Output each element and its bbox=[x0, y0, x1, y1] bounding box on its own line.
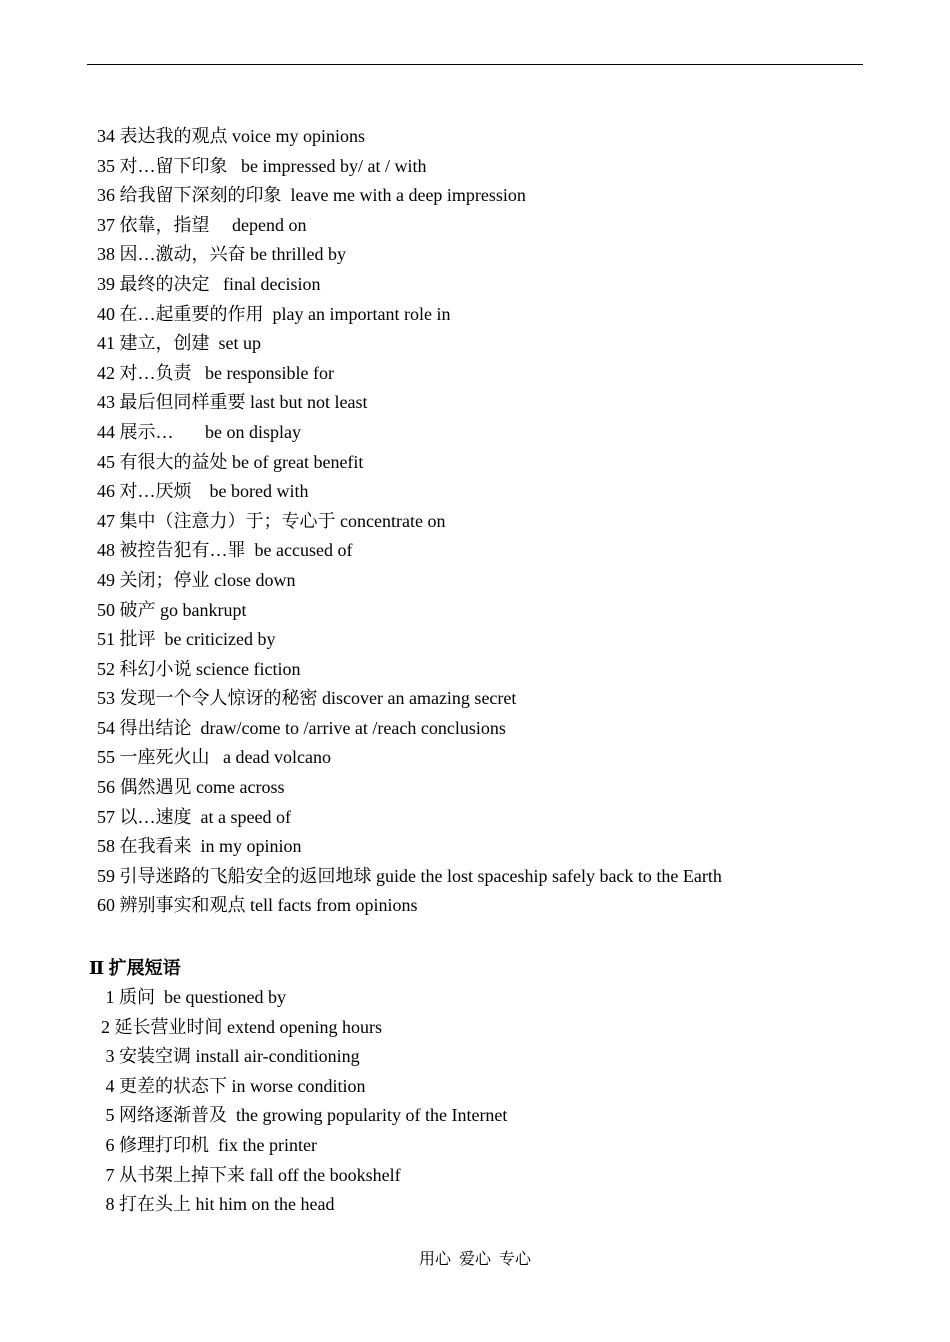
phrase-item: 45 有很大的益处 be of great benefit bbox=[97, 451, 364, 472]
extended-phrase-item: 8 打在头上 hit him on the head bbox=[101, 1194, 335, 1215]
phrase-list bbox=[97, 122, 722, 921]
extended-phrase-item: 4 更差的状态下 in worse condition bbox=[101, 1075, 366, 1096]
phrase-item: 51 批评 be criticized by bbox=[97, 629, 276, 650]
extended-phrase-item: 2 延长营业时间 extend opening hours bbox=[101, 1016, 382, 1037]
extended-phrase-item: 3 安装空调 install air-conditioning bbox=[101, 1046, 360, 1067]
phrase-item: 35 对…留下印象 be impressed by/ at / with bbox=[97, 155, 427, 176]
extended-phrase-item: 6 修理打印机 fix the printer bbox=[101, 1134, 317, 1155]
extended-phrase-list bbox=[101, 983, 507, 1220]
extended-phrase-item: 7 从书架上掉下来 fall off the bookshelf bbox=[101, 1164, 401, 1185]
phrase-item: 57 以…速度 at a speed of bbox=[97, 806, 291, 827]
phrase-item: 49 关闭；停业 close down bbox=[97, 569, 296, 590]
phrase-item: 58 在我看来 in my opinion bbox=[97, 836, 302, 857]
phrase-item: 54 得出结论 draw/come to /arrive at /reach conclusions bbox=[97, 717, 506, 738]
section-heading: Ⅱ 扩展短语 bbox=[89, 958, 181, 978]
phrase-item: 36 给我留下深刻的印象 leave me with a deep impression bbox=[97, 185, 526, 206]
phrase-item: 37 依靠，指望 depend on bbox=[97, 214, 307, 235]
page-footer: 用心 爱心 专心 bbox=[418, 1251, 531, 1268]
phrase-item: 40 在…起重要的作用 play an important role in bbox=[97, 303, 451, 324]
extended-phrase-item: 5 网络逐渐普及 the growing popularity of the Internet bbox=[101, 1105, 508, 1126]
phrase-item: 60 辨别事实和观点 tell facts from opinions bbox=[97, 895, 418, 916]
phrase-item: 38 因…激动，兴奋 be thrilled by bbox=[97, 244, 346, 265]
phrase-item: 41 建立，创建 set up bbox=[97, 333, 261, 354]
phrase-item: 53 发现一个令人惊讶的秘密 discover an amazing secret bbox=[97, 688, 517, 709]
header-rule bbox=[87, 64, 863, 65]
phrase-item: 46 对…厌烦 be bored with bbox=[97, 481, 309, 502]
phrase-item: 44 展示… be on display bbox=[97, 421, 301, 442]
phrase-item: 34 表达我的观点 voice my opinions bbox=[97, 126, 365, 146]
phrase-item: 52 科幻小说 science fiction bbox=[97, 658, 301, 679]
phrase-item: 59 引导迷路的飞船安全的返回地球 guide the lost spaceship safely back to the Earth bbox=[97, 865, 722, 886]
phrase-item: 50 破产 go bankrupt bbox=[97, 599, 247, 620]
extended-phrase-item: 1 质问 be questioned by bbox=[101, 987, 286, 1007]
phrase-item: 56 偶然遇见 come across bbox=[97, 777, 285, 798]
phrase-item: 55 一座死火山 a dead volcano bbox=[97, 747, 331, 768]
phrase-item: 39 最终的决定 final decision bbox=[97, 273, 321, 294]
phrase-item: 43 最后但同样重要 last but not least bbox=[97, 392, 368, 413]
phrase-item: 42 对…负责 be responsible for bbox=[97, 362, 334, 383]
phrase-item: 48 被控告犯有…罪 be accused of bbox=[97, 540, 353, 561]
phrase-item: 47 集中（注意力）于；专心于 concentrate on bbox=[97, 510, 446, 531]
